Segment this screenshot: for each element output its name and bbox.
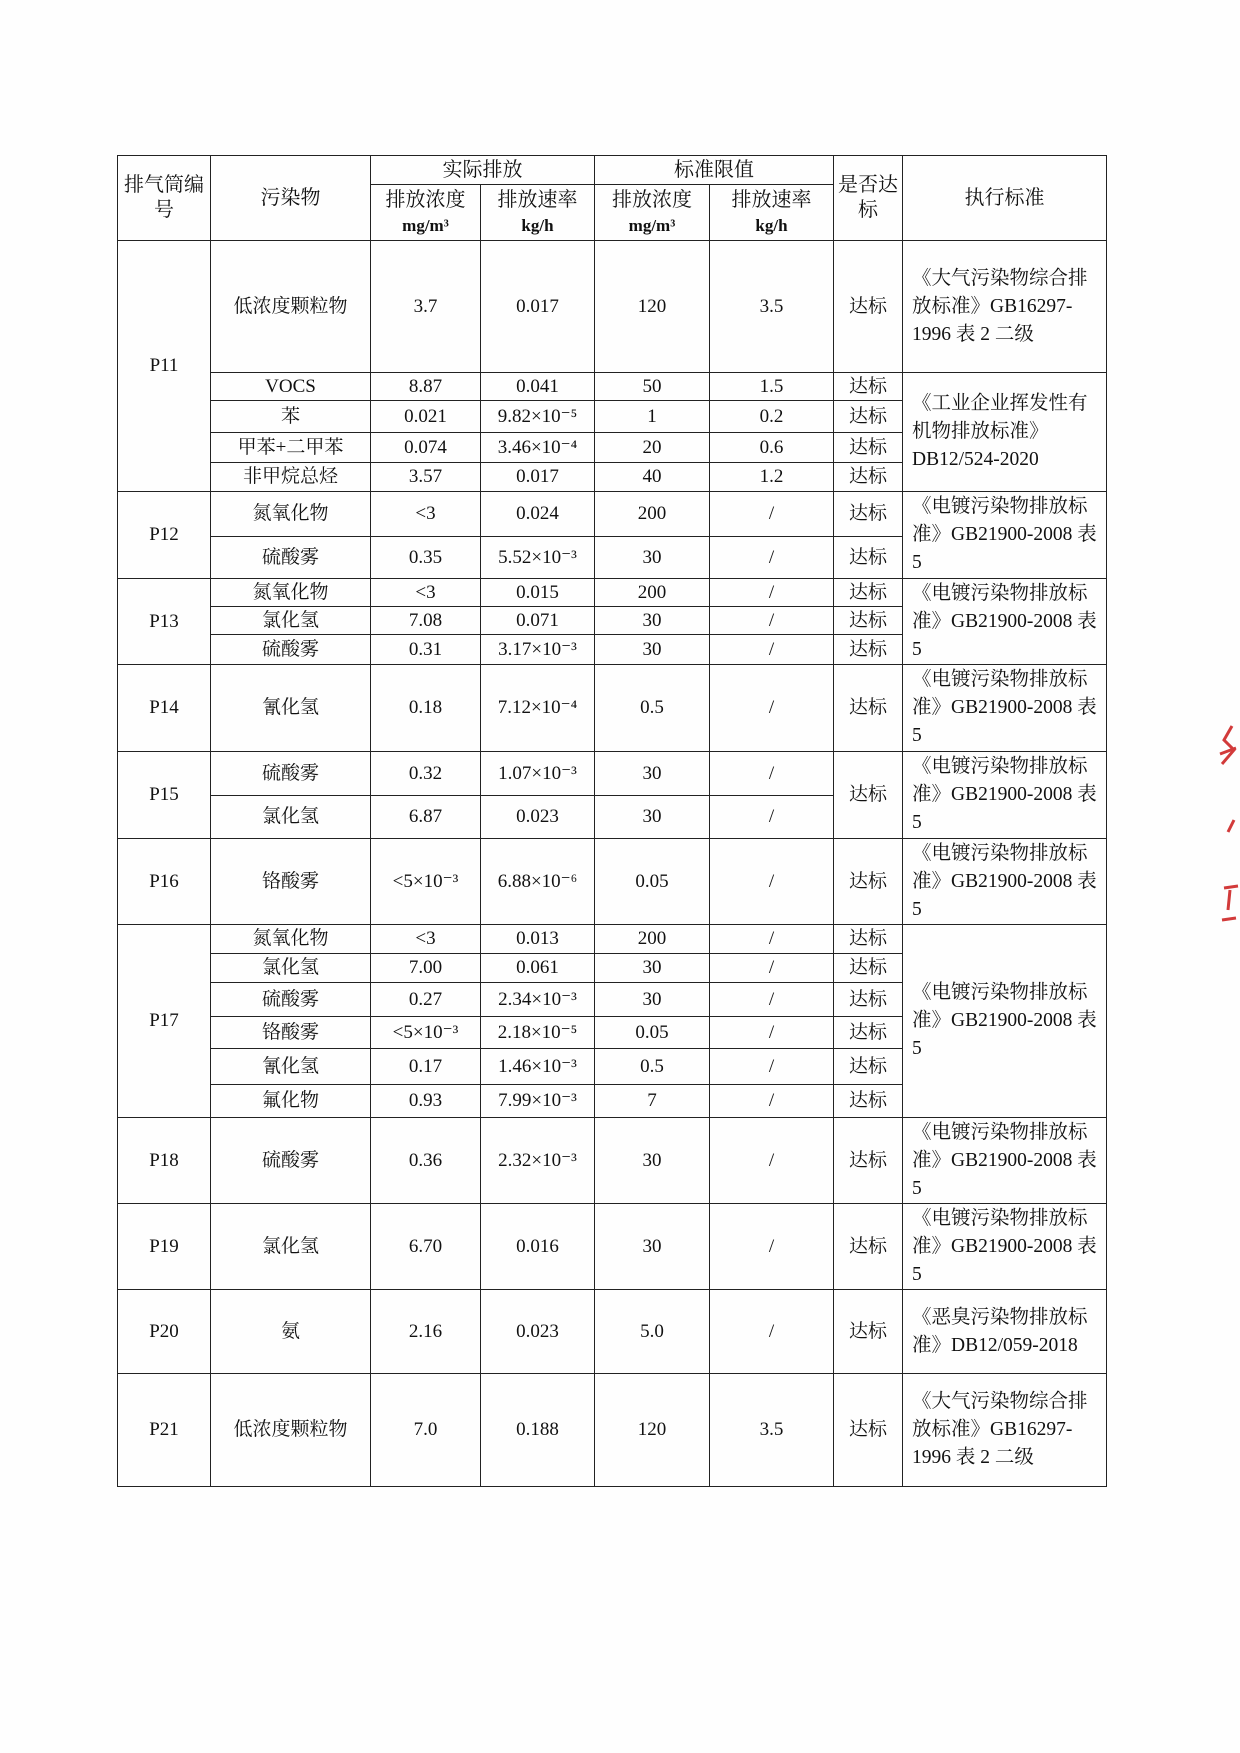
pollutant-cell: 硫酸雾 <box>211 1118 371 1204</box>
header-limit-rate <box>710 185 834 241</box>
pollutant-cell: 氯化氢 <box>211 796 371 839</box>
limit-conc-cell: 30 <box>595 537 710 579</box>
limit-rate-cell: / <box>710 607 834 635</box>
limit-conc-cell: 30 <box>595 983 710 1017</box>
table-row <box>118 1374 1107 1487</box>
compliance-cell: 达标 <box>834 839 903 925</box>
limit-rate-cell: / <box>710 492 834 537</box>
limit-rate-cell: / <box>710 579 834 607</box>
limit-rate-cell: 0.6 <box>710 433 834 463</box>
pollutant-cell: 氮氧化物 <box>211 925 371 954</box>
actual-rate-cell: 9.82×10⁻⁵ <box>481 401 595 433</box>
stack-id: P20 <box>118 1290 211 1374</box>
pollutant-cell: 铬酸雾 <box>211 1017 371 1049</box>
actual-conc-cell: 0.31 <box>371 635 481 665</box>
limit-conc-cell: 7 <box>595 1085 710 1118</box>
actual-conc-cell: <3 <box>371 925 481 954</box>
stack-id: P11 <box>118 241 211 492</box>
limit-rate-cell: / <box>710 1290 834 1374</box>
stack-id: P17 <box>118 925 211 1118</box>
limit-conc-cell: 0.05 <box>595 839 710 925</box>
limit-conc-cell: 0.5 <box>595 1049 710 1085</box>
pollutant-cell: 氰化氢 <box>211 1049 371 1085</box>
limit-rate-cell: / <box>710 537 834 579</box>
table-row <box>118 665 1107 752</box>
table-row <box>118 579 1107 607</box>
header-conc-unit: mg/m³ <box>402 215 449 235</box>
pollutant-cell: 氟化物 <box>211 1085 371 1118</box>
actual-conc-cell: 0.074 <box>371 433 481 463</box>
limit-rate-cell: / <box>710 635 834 665</box>
standard-cell: 《电镀污染物排放标准》GB21900-2008 表 5 <box>903 579 1107 665</box>
compliance-cell: 达标 <box>834 983 903 1017</box>
limit-rate-cell: / <box>710 983 834 1017</box>
header-compliant: 是否达标 <box>834 156 903 241</box>
compliance-cell: 达标 <box>834 241 903 373</box>
pollutant-cell: 硫酸雾 <box>211 537 371 579</box>
pollutant-cell: 低浓度颗粒物 <box>211 241 371 373</box>
header-rate-unit: kg/h <box>521 215 554 235</box>
emission-table <box>117 155 1107 1487</box>
compliance-cell: 达标 <box>834 1374 903 1487</box>
limit-conc-cell: 0.5 <box>595 665 710 752</box>
actual-rate-cell: 0.023 <box>481 796 595 839</box>
actual-conc-cell: <3 <box>371 492 481 537</box>
table-row <box>118 752 1107 796</box>
actual-rate-cell: 7.12×10⁻⁴ <box>481 665 595 752</box>
actual-rate-cell: 1.46×10⁻³ <box>481 1049 595 1085</box>
actual-rate-cell: 0.061 <box>481 954 595 983</box>
header-limit-conc <box>595 185 710 241</box>
actual-rate-cell: 0.017 <box>481 463 595 492</box>
header-standard: 执行标准 <box>903 156 1107 241</box>
actual-conc-cell: <5×10⁻³ <box>371 839 481 925</box>
limit-conc-cell: 30 <box>595 752 710 796</box>
actual-conc-cell: 0.36 <box>371 1118 481 1204</box>
actual-rate-cell: 0.071 <box>481 607 595 635</box>
stack-id: P19 <box>118 1204 211 1290</box>
compliance-cell: 达标 <box>834 1017 903 1049</box>
limit-conc-cell: 30 <box>595 796 710 839</box>
actual-conc-cell: 0.021 <box>371 401 481 433</box>
header-rate-label: 排放速率 <box>497 188 578 211</box>
compliance-cell: 达标 <box>834 635 903 665</box>
pollutant-cell: 氰化氢 <box>211 665 371 752</box>
actual-conc-cell: 0.27 <box>371 983 481 1017</box>
table-row <box>118 839 1107 925</box>
header-actual-rate <box>481 185 595 241</box>
compliance-cell: 达标 <box>834 1204 903 1290</box>
actual-rate-cell: 3.46×10⁻⁴ <box>481 433 595 463</box>
header-conc-label: 排放浓度 <box>612 188 692 211</box>
limit-conc-cell: 30 <box>595 1118 710 1204</box>
actual-conc-cell: 3.7 <box>371 241 481 373</box>
limit-conc-cell: 200 <box>595 579 710 607</box>
red-stamp-fragment <box>1210 720 1240 960</box>
actual-rate-cell: 1.07×10⁻³ <box>481 752 595 796</box>
actual-rate-cell: 2.32×10⁻³ <box>481 1118 595 1204</box>
actual-rate-cell: 3.17×10⁻³ <box>481 635 595 665</box>
actual-rate-cell: 2.34×10⁻³ <box>481 983 595 1017</box>
limit-rate-cell: / <box>710 1049 834 1085</box>
limit-conc-cell: 120 <box>595 241 710 373</box>
standard-cell: 《电镀污染物排放标准》GB21900-2008 表 5 <box>903 1204 1107 1290</box>
stack-id: P18 <box>118 1118 211 1204</box>
limit-conc-cell: 0.05 <box>595 1017 710 1049</box>
pollutant-cell: 低浓度颗粒物 <box>211 1374 371 1487</box>
actual-rate-cell: 0.041 <box>481 373 595 401</box>
standard-cell: 《恶臭污染物排放标准》DB12/059-2018 <box>903 1290 1107 1374</box>
compliance-cell: 达标 <box>834 579 903 607</box>
standard-cell: 《电镀污染物排放标准》GB21900-2008 表 5 <box>903 492 1107 579</box>
pollutant-cell: VOCS <box>211 373 371 401</box>
header-rate-label: 排放速率 <box>731 188 812 211</box>
header-actual-conc <box>371 185 481 241</box>
table-row <box>118 925 1107 954</box>
actual-conc-cell: 7.0 <box>371 1374 481 1487</box>
compliance-cell: 达标 <box>834 607 903 635</box>
compliance-cell: 达标 <box>834 401 903 433</box>
compliance-cell: 达标 <box>834 925 903 954</box>
actual-rate-cell: 0.013 <box>481 925 595 954</box>
actual-rate-cell: 2.18×10⁻⁵ <box>481 1017 595 1049</box>
actual-conc-cell: 0.32 <box>371 752 481 796</box>
pollutant-cell: 氮氧化物 <box>211 579 371 607</box>
stack-id: P15 <box>118 752 211 839</box>
compliance-cell: 达标 <box>834 1085 903 1118</box>
compliance-cell: 达标 <box>834 1290 903 1374</box>
header-pollutant: 污染物 <box>211 156 371 241</box>
pollutant-cell: 氮氧化物 <box>211 492 371 537</box>
table-row <box>118 1204 1107 1290</box>
compliance-cell: 达标 <box>834 492 903 537</box>
standard-cell: 《电镀污染物排放标准》GB21900-2008 表 5 <box>903 839 1107 925</box>
table-row <box>118 1290 1107 1374</box>
header-limit: 标准限值 <box>595 156 834 185</box>
limit-conc-cell: 30 <box>595 1204 710 1290</box>
standard-cell: 《电镀污染物排放标准》GB21900-2008 表 5 <box>903 665 1107 752</box>
compliance-cell: 达标 <box>834 537 903 579</box>
pollutant-cell: 非甲烷总烃 <box>211 463 371 492</box>
limit-rate-cell: / <box>710 752 834 796</box>
limit-conc-cell: 120 <box>595 1374 710 1487</box>
standard-cell: 《电镀污染物排放标准》GB21900-2008 表 5 <box>903 925 1107 1118</box>
standard-cell: 《大气污染物综合排放标准》GB16297-1996 表 2 二级 <box>903 241 1107 373</box>
pollutant-cell: 氯化氢 <box>211 607 371 635</box>
actual-rate-cell: 0.016 <box>481 1204 595 1290</box>
actual-conc-cell: 0.17 <box>371 1049 481 1085</box>
table-row <box>118 492 1107 537</box>
limit-rate-cell: / <box>710 796 834 839</box>
pollutant-cell: 硫酸雾 <box>211 983 371 1017</box>
limit-conc-cell: 30 <box>595 607 710 635</box>
pollutant-cell: 氨 <box>211 1290 371 1374</box>
actual-conc-cell: 0.93 <box>371 1085 481 1118</box>
standard-cell: 《电镀污染物排放标准》GB21900-2008 表 5 <box>903 752 1107 839</box>
actual-conc-cell: <5×10⁻³ <box>371 1017 481 1049</box>
actual-conc-cell: 0.18 <box>371 665 481 752</box>
header-conc-unit: mg/m³ <box>628 215 676 235</box>
limit-rate-cell: 3.5 <box>710 241 834 373</box>
limit-rate-cell: 1.2 <box>710 463 834 492</box>
actual-conc-cell: 6.87 <box>371 796 481 839</box>
pollutant-cell: 甲苯+二甲苯 <box>211 433 371 463</box>
limit-conc-cell: 30 <box>595 635 710 665</box>
compliance-cell: 达标 <box>834 954 903 983</box>
compliance-cell: 达标 <box>834 463 903 492</box>
standard-cell: 《工业企业挥发性有机物排放标准》DB12/524-2020 <box>903 373 1107 492</box>
limit-rate-cell: / <box>710 954 834 983</box>
pollutant-cell: 铬酸雾 <box>211 839 371 925</box>
table-body <box>118 241 1107 1487</box>
actual-rate-cell: 6.88×10⁻⁶ <box>481 839 595 925</box>
compliance-cell: 达标 <box>834 665 903 752</box>
pollutant-cell: 氯化氢 <box>211 1204 371 1290</box>
stack-id: P13 <box>118 579 211 665</box>
actual-rate-cell: 0.015 <box>481 579 595 607</box>
actual-rate-cell: 0.023 <box>481 1290 595 1374</box>
limit-rate-cell: / <box>710 665 834 752</box>
limit-rate-cell: / <box>710 1118 834 1204</box>
actual-rate-cell: 5.52×10⁻³ <box>481 537 595 579</box>
actual-conc-cell: 3.57 <box>371 463 481 492</box>
limit-rate-cell: / <box>710 839 834 925</box>
compliance-cell: 达标 <box>834 373 903 401</box>
limit-rate-cell: / <box>710 925 834 954</box>
stack-id: P12 <box>118 492 211 579</box>
header-stack: 排气筒编号 <box>118 156 211 241</box>
actual-conc-cell: 8.87 <box>371 373 481 401</box>
limit-conc-cell: 5.0 <box>595 1290 710 1374</box>
pollutant-cell: 硫酸雾 <box>211 635 371 665</box>
compliance-cell: 达标 <box>834 1049 903 1085</box>
actual-rate-cell: 7.99×10⁻³ <box>481 1085 595 1118</box>
limit-rate-cell: 0.2 <box>710 401 834 433</box>
header-actual: 实际排放 <box>371 156 595 185</box>
actual-conc-cell: 0.35 <box>371 537 481 579</box>
limit-rate-cell: 1.5 <box>710 373 834 401</box>
compliance-cell: 达标 <box>834 433 903 463</box>
compliance-cell: 达标 <box>834 1118 903 1204</box>
table-row <box>118 1118 1107 1204</box>
header-rate-unit: kg/h <box>755 215 788 235</box>
actual-rate-cell: 0.188 <box>481 1374 595 1487</box>
pollutant-cell: 硫酸雾 <box>211 752 371 796</box>
table-row <box>118 373 1107 401</box>
standard-cell: 《大气污染物综合排放标准》GB16297-1996 表 2 二级 <box>903 1374 1107 1487</box>
standard-cell: 《电镀污染物排放标准》GB21900-2008 表 5 <box>903 1118 1107 1204</box>
limit-conc-cell: 1 <box>595 401 710 433</box>
compliance-cell: 达标 <box>834 752 903 839</box>
limit-conc-cell: 20 <box>595 433 710 463</box>
stack-id: P14 <box>118 665 211 752</box>
limit-rate-cell: 3.5 <box>710 1374 834 1487</box>
limit-conc-cell: 40 <box>595 463 710 492</box>
pollutant-cell: 苯 <box>211 401 371 433</box>
header-conc-label: 排放浓度 <box>385 188 466 211</box>
actual-conc-cell: 6.70 <box>371 1204 481 1290</box>
limit-conc-cell: 200 <box>595 492 710 537</box>
limit-conc-cell: 200 <box>595 925 710 954</box>
limit-conc-cell: 50 <box>595 373 710 401</box>
actual-conc-cell: 2.16 <box>371 1290 481 1374</box>
limit-rate-cell: / <box>710 1085 834 1118</box>
limit-conc-cell: 30 <box>595 954 710 983</box>
actual-rate-cell: 0.017 <box>481 241 595 373</box>
pollutant-cell: 氯化氢 <box>211 954 371 983</box>
limit-rate-cell: / <box>710 1204 834 1290</box>
actual-conc-cell: <3 <box>371 579 481 607</box>
table-row <box>118 241 1107 373</box>
actual-conc-cell: 7.08 <box>371 607 481 635</box>
stack-id: P16 <box>118 839 211 925</box>
actual-conc-cell: 7.00 <box>371 954 481 983</box>
limit-rate-cell: / <box>710 1017 834 1049</box>
stack-id: P21 <box>118 1374 211 1487</box>
actual-rate-cell: 0.024 <box>481 492 595 537</box>
table-header <box>118 156 1107 241</box>
